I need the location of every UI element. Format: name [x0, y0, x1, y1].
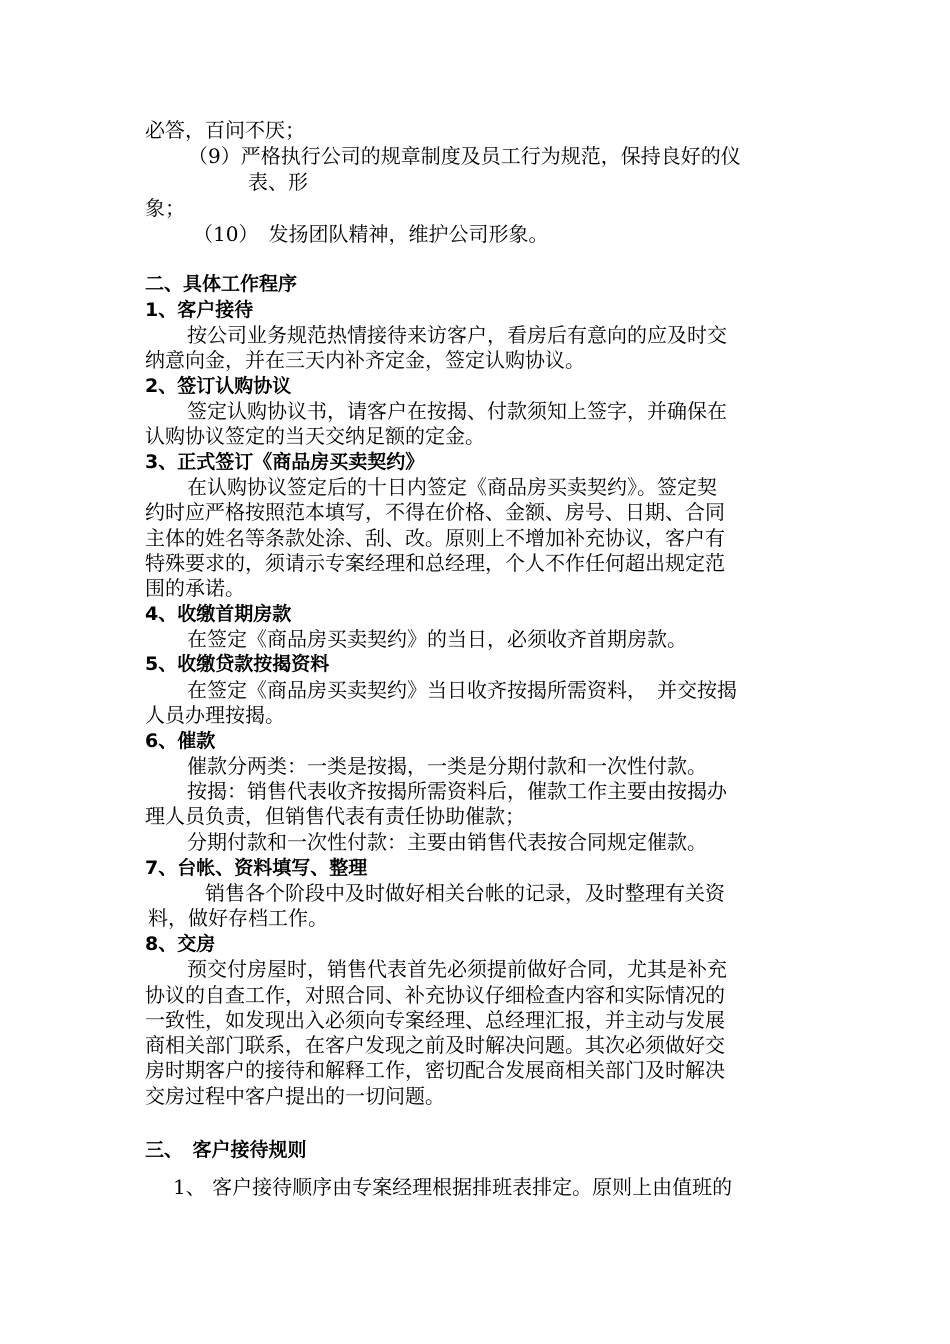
subsection-heading: 7、台帐、资料填写、整理	[145, 857, 368, 879]
text-line: 分期付款和一次性付款：主要由销售代表按合同规定催款。	[187, 830, 707, 854]
text-line: 表、形	[248, 170, 308, 194]
text-line: 按公司业务规范热情接待来访客户，看房后有意向的应及时交	[187, 323, 727, 347]
subsection-heading: 1、客户接待	[145, 299, 254, 321]
text-line: 象；	[145, 196, 185, 220]
text-line: 按揭：销售代表收齐按揭所需资料后，催款工作主要由按揭办	[187, 779, 727, 803]
subsection-heading: 5、收缴贷款按揭资料	[145, 653, 330, 675]
section-heading: 三、 客户接待规则	[145, 1139, 307, 1161]
text-line: （10） 发扬团队精神，维护公司形象。	[193, 222, 549, 246]
text-line: （9）严格执行公司的规章制度及员工行为规范，保持良好的仪	[188, 144, 741, 168]
text-line: 人员办理按揭。	[145, 703, 285, 727]
text-line: 纳意向金，并在三天内补齐定金，签定认购协议。	[145, 348, 585, 372]
text-line: 房时期客户的接待和解释工作，密切配合发展商相关部门及时解决	[145, 1058, 725, 1082]
text-line: 预交付房屋时，销售代表首先必须提前做好合同，尤其是补充	[187, 957, 727, 981]
text-line: 催款分两类：一类是按揭，一类是分期付款和一次性付款。	[187, 754, 707, 778]
text-line: 在认购协议签定后的十日内签定《商品房买卖契约》。签定契	[187, 475, 717, 499]
text-line: 销售各个阶段中及时做好相关台帐的记录，及时整理有关资	[205, 881, 725, 905]
subsection-heading: 2、签订认购协议	[145, 375, 292, 397]
text-line: 特殊要求的，须请示专案经理和总经理，个人不作任何超出规定范	[145, 551, 725, 575]
text-line: 料，做好存档工作。	[148, 906, 328, 930]
subsection-heading: 4、收缴首期房款	[145, 603, 292, 625]
text-line: 约时应严格按照范本填写，不得在价格、金额、房号、日期、合同	[145, 500, 725, 524]
subsection-heading: 3、正式签订《商品房买卖契约》	[145, 451, 425, 473]
text-line: 围的承诺。	[145, 576, 245, 600]
text-line: 一致性，如发现出入必须向专案经理、总经理汇报，并主动与发展	[145, 1008, 725, 1032]
subsection-heading: 6、催款	[145, 730, 216, 752]
text-line: 协议的自查工作，对照合同、补充协议仔细检查内容和实际情况的	[145, 983, 725, 1007]
text-line: 在签定《商品房买卖契约》的当日，必须收齐首期房款。	[187, 627, 687, 651]
section-heading: 二、具体工作程序	[145, 273, 298, 295]
text-line: 在签定《商品房买卖契约》当日收齐按揭所需资料， 并交按揭	[187, 678, 737, 702]
text-line: 签定认购协议书，请客户在按揭、付款须知上签字，并确保在	[187, 399, 727, 423]
text-line: 交房过程中客户提出的一切问题。	[145, 1084, 445, 1108]
text-line: 商相关部门联系，在客户发现之前及时解决问题。其次必须做好交	[145, 1033, 725, 1057]
text-line: 必答，百问不厌；	[145, 118, 305, 142]
subsection-heading: 8、交房	[145, 933, 216, 955]
text-line: 1、 客户接待顺序由专案经理根据排班表排定。原则上由值班的	[173, 1175, 733, 1199]
text-line: 理人员负责，但销售代表有责任协助催款；	[145, 804, 525, 828]
text-line: 认购协议签定的当天交纳足额的定金。	[145, 424, 485, 448]
text-line: 主体的姓名等条款处涂、刮、改。原则上不增加补充协议，客户有	[145, 526, 725, 550]
